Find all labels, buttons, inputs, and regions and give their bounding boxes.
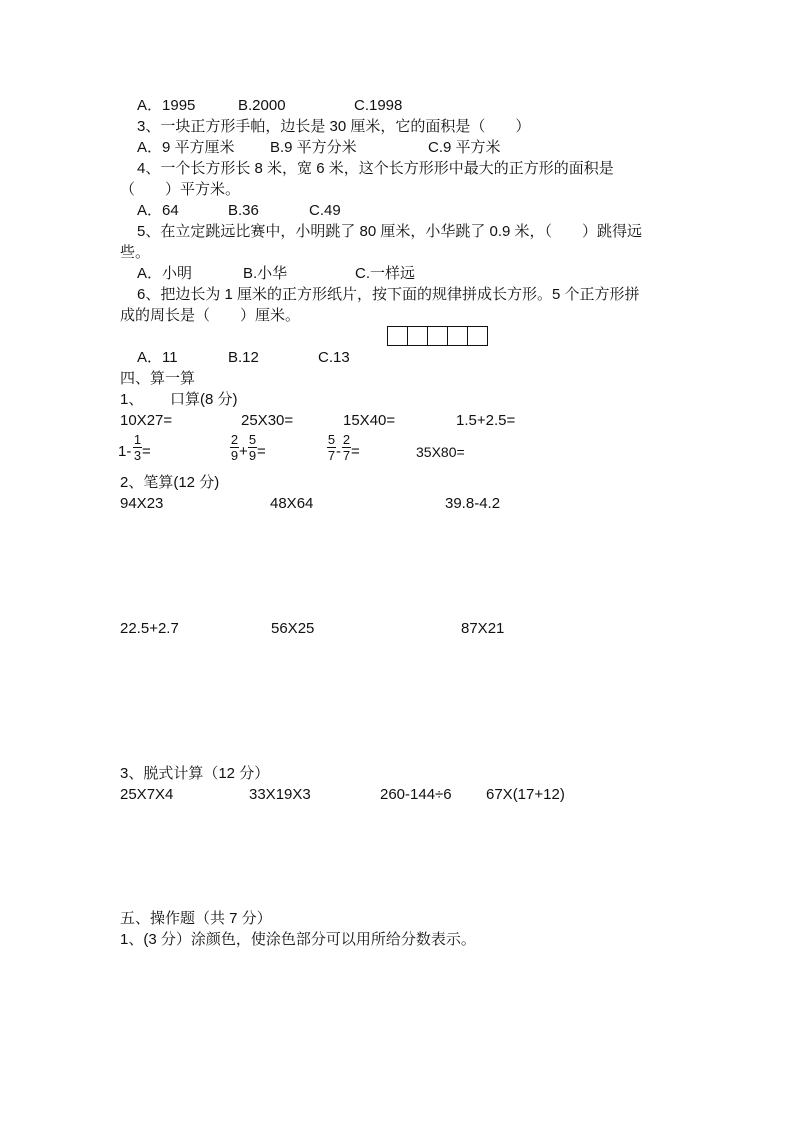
numerator: 2 [342, 432, 351, 447]
numerator: 2 [230, 432, 239, 447]
oral-problem: 35X80= [416, 444, 465, 460]
q2-option-b: B.2000 [238, 97, 286, 114]
q5-option-b: B.小华 [243, 265, 288, 282]
oral-problem: 25X30= [241, 412, 294, 429]
question-6-line-1: 6、把边长为 1 厘米的正方形纸片，按下面的规律拼成长方形。5 个正方形拼 [137, 286, 640, 303]
fraction-problem-1-prefix: 1- [118, 443, 132, 460]
numerator: 1 [133, 432, 142, 447]
plus-sign: + [239, 443, 248, 460]
square-1 [387, 326, 408, 346]
question-5-line-2: 些。 [120, 244, 151, 261]
oral-heading-number: 1、 [120, 391, 144, 408]
question-6-line-2: 成的周长是（ ）厘米。 [120, 307, 301, 324]
written-problem: 22.5+2.7 [120, 620, 179, 637]
denominator: 7 [327, 448, 336, 463]
written-problem: 94X23 [120, 495, 164, 512]
step-calc-heading: 3、脱式计算（12 分） [120, 765, 270, 782]
numerator: 5 [248, 432, 257, 447]
question-4-line-1: 4、一个长方形长 8 米，宽 6 米，这个长方形形中最大的正方形的面积是 [137, 160, 614, 177]
q4-option-b: B.36 [228, 202, 259, 219]
q4-option-c: C.49 [309, 202, 341, 219]
fraction-problem-3-equals: = [351, 443, 360, 460]
q6-option-c: C.13 [318, 349, 350, 366]
q3-option-c: C.9 平方米 [428, 139, 501, 156]
q3-option-b: B.9 平方分米 [270, 139, 357, 156]
section-4-title: 四、算一算 [120, 370, 196, 387]
fraction-problem-2-equals: = [257, 443, 266, 460]
square-2 [407, 326, 428, 346]
fraction-five-sevenths [327, 433, 336, 462]
written-problem: 39.8-4.2 [445, 495, 501, 512]
denominator: 9 [230, 448, 239, 463]
fraction-two-ninths [230, 433, 239, 462]
written-problem: 56X25 [271, 620, 315, 637]
q6-option-b: B.12 [228, 349, 259, 366]
square-4 [447, 326, 468, 346]
step-calc-problem: 260-144÷6 [380, 786, 452, 803]
q3-option-a: A．9 平方厘米 [137, 139, 235, 156]
question-4-line-2: （ ）平方米。 [120, 181, 241, 198]
q6-option-a: A．11 [137, 349, 178, 366]
oral-heading: 口算(8 分) [170, 391, 238, 408]
square-3 [427, 326, 448, 346]
written-problem: 87X21 [461, 620, 505, 637]
minus-sign: - [336, 443, 341, 460]
question-5-line-1: 5、在立定跳远比赛中，小明跳了 80 厘米，小华跳了 0.9 米，（ ）跳得远 [137, 223, 643, 240]
q5-option-a: A．小明 [137, 265, 193, 282]
written-problem: 48X64 [270, 495, 314, 512]
q2-option-c: C.1998 [354, 97, 403, 114]
fraction-one-third [133, 433, 142, 462]
q2-option-a: A．1995 [137, 97, 196, 114]
square-5 [467, 326, 488, 346]
fraction-five-ninths [248, 433, 257, 462]
numerator: 5 [327, 432, 336, 447]
oral-problem: 1.5+2.5= [456, 412, 516, 429]
oral-problem: 15X40= [343, 412, 396, 429]
denominator: 9 [248, 448, 257, 463]
fraction-two-sevenths [342, 433, 351, 462]
fraction-problem-1-equals: = [142, 443, 151, 460]
denominator: 3 [133, 448, 142, 463]
section-5-question-1: 1、(3 分）涂颜色，使涂色部分可以用所给分数表示。 [120, 931, 476, 948]
five-squares-figure [387, 326, 488, 346]
q4-option-a: A．64 [137, 202, 179, 219]
denominator: 7 [342, 448, 351, 463]
question-3: 3、一块正方形手帕，边长是 30 厘米，它的面积是（ ） [137, 118, 531, 135]
step-calc-problem: 67X(17+12) [486, 786, 565, 803]
section-5-title: 五、操作题（共 7 分） [120, 910, 272, 927]
q5-option-c: C.一样远 [355, 265, 416, 282]
written-heading: 2、笔算(12 分) [120, 474, 220, 491]
oral-problem: 10X27= [120, 412, 173, 429]
step-calc-problem: 33X19X3 [249, 786, 311, 803]
step-calc-problem: 25X7X4 [120, 786, 174, 803]
